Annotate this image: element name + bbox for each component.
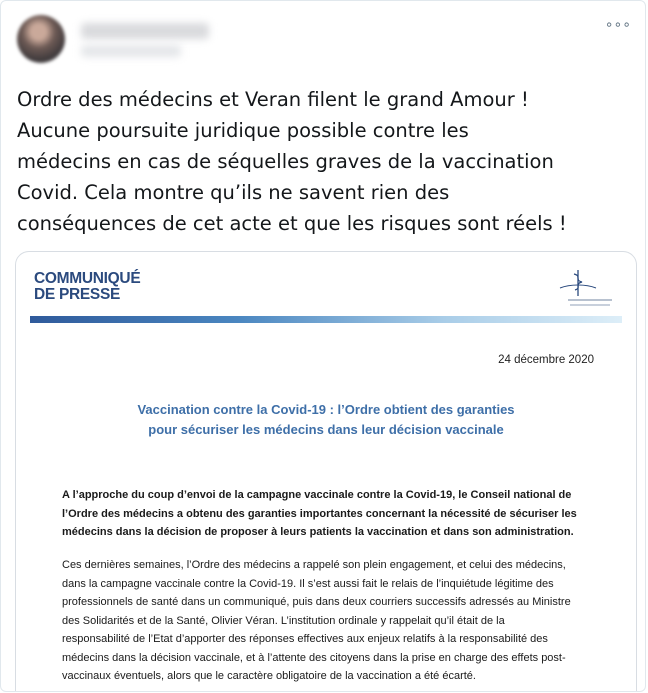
heading-line: pour sécuriser les médecins dans leur décision vaccinale [148,422,504,437]
body-paragraph [62,556,590,686]
paragraph-line: dans la campagne vaccinale contre la Covid-19. Il s’est aussi fait le relais de l’inquiétude légitime des [62,577,554,590]
paragraph-line: responsabilité de l’Etat d’apporter des réponses effectives aux enjeux relatifs à la responsabilité des [62,633,548,645]
intro-paragraph [62,486,590,542]
display-name-redacted[interactable] [81,23,209,39]
paragraph-line: vaccinaux éventuels, alors que le caractère obligatoire de la vaccination a été écarté. [62,670,476,682]
release-heading [16,400,636,440]
avatar[interactable] [17,15,65,63]
paragraph-line: des Solidarités et de la Santé, Olivier Véran. L’institution ordinale y rappelait qu’il était de la [62,614,505,627]
heading-line: Vaccination contre la Covid-19 : l’Ordre obtient des garanties [137,402,515,417]
tweet-text-line: médecins en cas de séquelles graves de la vaccination [17,150,554,173]
paragraph-line: Ces dernières semaines, l’Ordre des médecins a rappelé son plein engagement, et celui des médecins, [62,559,566,571]
release-date: 24 décembre 2020 [498,354,594,366]
username-redacted[interactable] [81,45,181,57]
tweet-text [17,84,637,239]
tweet-text-line: Ordre des médecins et Veran filent le grand Amour ! [17,88,529,111]
tweet-text-line: conséquences de cet acte et que les risques sont réels ! [17,212,567,235]
paragraph-line: A l’approche du coup d’envoi de la campagne vaccinale contre la Covid-19, le Conseil national de [62,489,572,501]
press-release-title [34,271,140,303]
tweet-text-line: Aucune poursuite juridique possible contre les [17,119,469,142]
paragraph-line: médecins dans la décision de proposer à leurs patients la vaccination et dans son administration. [62,526,574,538]
more-horizontal-icon[interactable]: ∘∘∘ [604,17,631,33]
attached-image[interactable] [15,251,637,692]
title-line: COMMUNIQUÉ [34,270,141,287]
paragraph-line: professionnels de santé dans un communiqué, puis dans deux courriers successifs adressés au Ministre [62,596,571,608]
paragraph-line: médecins dans la décision vaccinale, et à l’attente des citoyens dans la prise en charge des effets post- [62,651,566,664]
paragraph-line: l’Ordre des médecins a obtenu des garanties importantes concernant la nécessité de sécuriser les [62,507,577,520]
title-line: DE PRESSE [34,286,121,303]
tweet-text-line: Covid. Cela montre qu’ils ne savent rien des [17,181,450,204]
ordre-medecins-logo-icon [538,266,618,312]
header-gradient-bar [30,316,622,323]
